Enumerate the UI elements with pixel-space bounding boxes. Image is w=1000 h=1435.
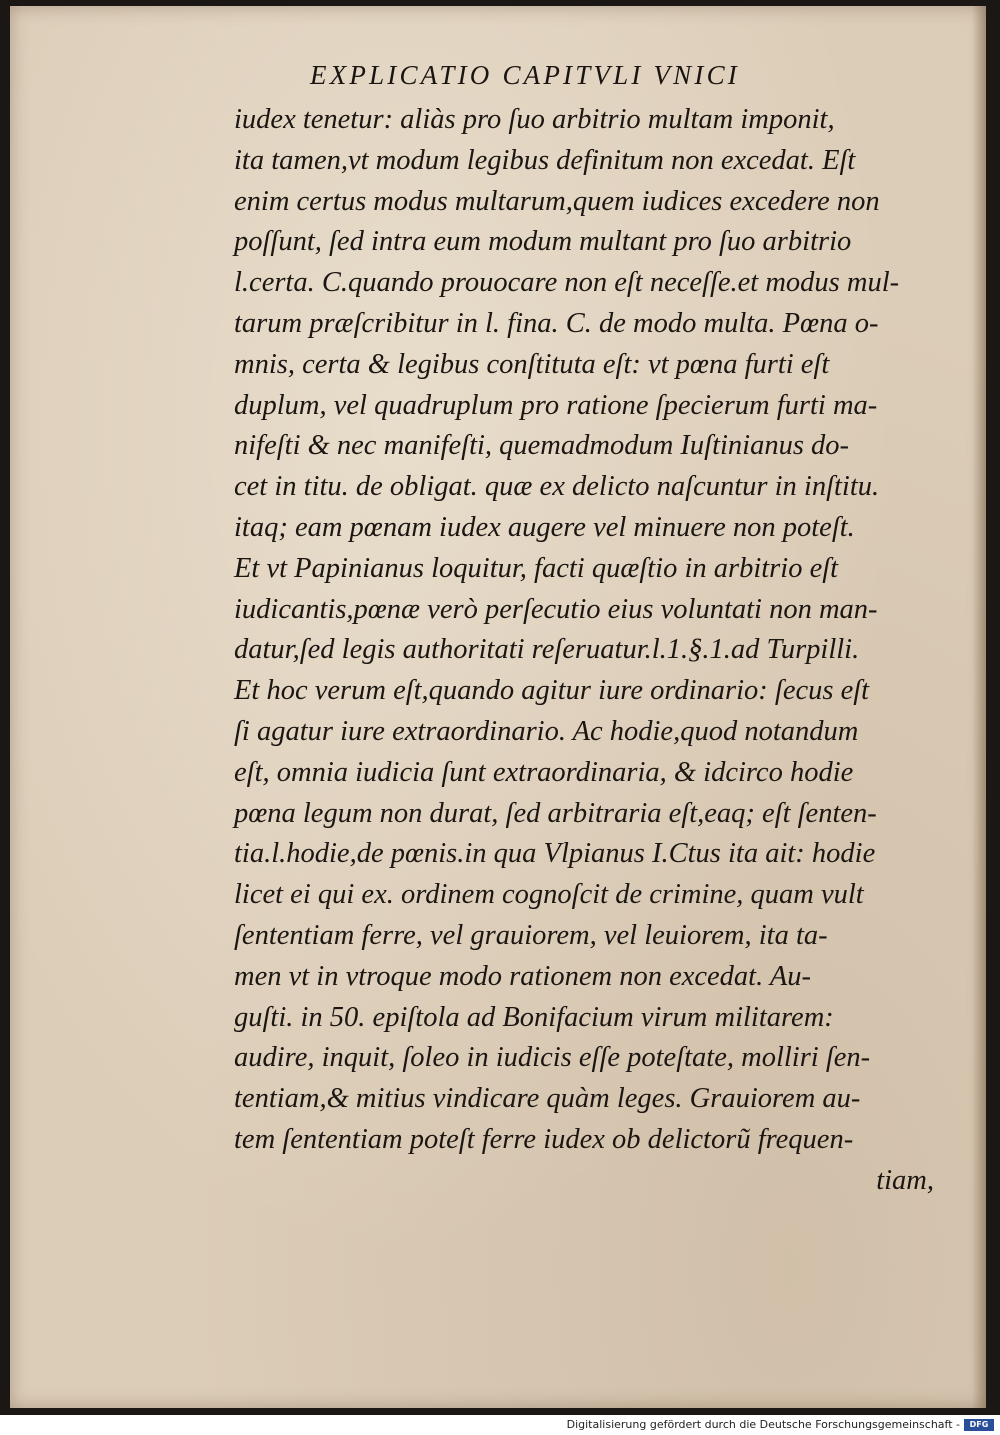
text-line: ſententiam ferre, vel grauiorem, vel leuiorem, ita ta- — [234, 919, 828, 951]
text-line: iudicantis,pœnæ verò perſecutio eius voluntati non man- — [234, 593, 878, 625]
text-line: datur,ſed legis authoritati reſeruatur.l.1.§.1.ad Turpilli. — [234, 634, 860, 666]
text-line: duplum, vel quadruplum pro ratione ſpecierum furti ma- — [234, 389, 878, 421]
text-line: itaq; eam pœnam iudex augere vel minuere non poteſt. — [234, 511, 855, 543]
text-line: ſi agatur iure extraordinario. Ac hodie,quod notandum — [234, 715, 859, 747]
catchword: tiam, — [876, 1164, 934, 1196]
page-edge-shadow — [972, 6, 986, 1408]
text-line: tarum præſcribitur in l. fina. C. de modo multa. Pœna o- — [234, 307, 879, 339]
footer-credit: Digitalisierung gefördert durch die Deutsche Forschungsgemeinschaft - — [566, 1418, 960, 1431]
text-line: l.certa. C.quando prouocare non eſt neceſſe.et modus mul- — [234, 267, 900, 299]
dfg-logo: DFG — [964, 1419, 994, 1431]
text-line: Et hoc verum eſt,quando agitur iure ordinario: ſecus eſt — [234, 675, 870, 707]
text-line: cet in titu. de obligat. quæ ex delicto naſcuntur in inſtitu. — [234, 471, 880, 503]
text-line: tentiam,& mitius vindicare quàm leges. Grauiorem au- — [234, 1083, 861, 1115]
running-head: EXPLICATIO CAPITVLI VNICI — [310, 60, 740, 90]
text-line: iudex tenetur: aliàs pro ſuo arbitrio multam imponit, — [234, 104, 835, 135]
text-line: nifeſti & nec manifeſti, quemadmodum Iuſtinianus do- — [234, 430, 850, 462]
text-line: ita tamen,vt modum legibus definitum non excedat. Eſt — [234, 144, 856, 176]
text-line: men vt in vtroque modo rationem non excedat. Au- — [234, 960, 811, 992]
body-text — [234, 100, 934, 1202]
text-line: audire, inquit, ſoleo in iudicis eſſe poteſtate, molliri ſen- — [234, 1042, 871, 1074]
text-line: pœna legum non durat, ſed arbitraria eſt,eaq; eſt ſenten- — [234, 797, 877, 829]
text-line: eſt, omnia iudicia ſunt extraordinaria, & idcirco hodie — [234, 756, 854, 788]
text-line: enim certus modus multarum,quem iudices excedere non — [234, 185, 880, 217]
text-line: tem ſententiam poteſt ferre iudex ob delictorũ frequen- — [234, 1123, 854, 1155]
text-line: guſti. in 50. epiſtola ad Bonifacium virum militarem: — [234, 1001, 834, 1033]
text-line: licet ei qui ex. ordinem cognoſcit de crimine, quam vult — [234, 879, 864, 911]
text-line: tia.l.hodie,de pœnis.in qua Vlpianus I.Ctus ita ait: hodie — [234, 838, 876, 870]
text-line: mnis, certa & legibus conſtituta eſt: vt pœna furti eſt — [234, 348, 830, 380]
text-line: Et vt Papinianus loquitur, facti quæſtio in arbitrio eſt — [234, 552, 839, 584]
text-line: poſſunt, ſed intra eum modum multant pro ſuo arbitrio — [234, 226, 852, 258]
